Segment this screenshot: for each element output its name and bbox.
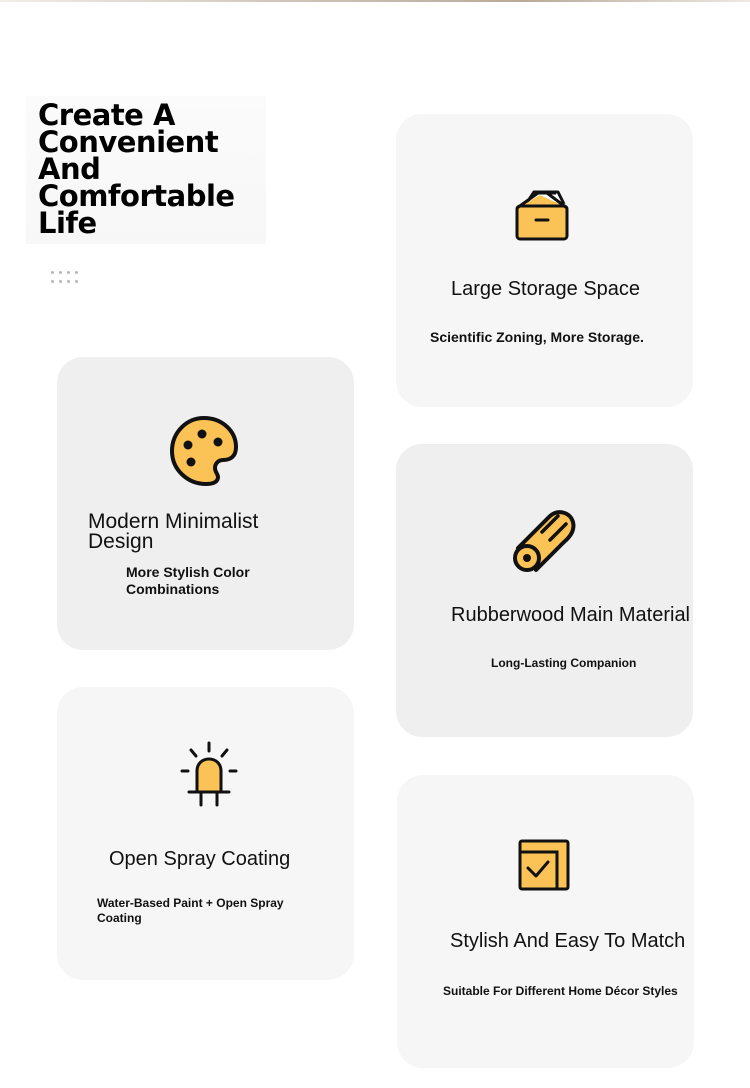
feature-subtitle: Suitable For Different Home Décor Styles bbox=[443, 984, 678, 998]
feature-title: Large Storage Space bbox=[451, 278, 641, 300]
feature-subtitle: Long-Lasting Companion bbox=[491, 656, 637, 670]
headline-block bbox=[26, 96, 266, 244]
feature-card-storage bbox=[396, 114, 693, 407]
page-title: Create A Convenient And Comfortable Life bbox=[38, 98, 235, 240]
checkbox-frame-icon bbox=[517, 838, 573, 894]
feature-card-design bbox=[57, 357, 354, 650]
feature-card-material bbox=[396, 444, 693, 737]
storage-box-icon bbox=[514, 188, 572, 244]
feature-title: Stylish And Easy To Match bbox=[450, 930, 686, 952]
spray-lamp-icon bbox=[179, 741, 239, 809]
feature-subtitle: Water-Based Paint + Open Spray Coating bbox=[97, 896, 284, 925]
dots-decoration bbox=[51, 271, 83, 285]
feature-card-match bbox=[397, 775, 694, 1068]
feature-title: Open Spray Coating bbox=[109, 848, 291, 870]
wood-log-icon bbox=[510, 506, 580, 574]
palette-icon bbox=[169, 415, 241, 487]
feature-subtitle: Scientific Zoning, More Storage. bbox=[430, 329, 644, 345]
top-divider bbox=[0, 0, 750, 2]
feature-title: Modern Minimalist Design bbox=[88, 510, 259, 553]
feature-title: Rubberwood Main Material bbox=[451, 604, 691, 626]
feature-subtitle: More Stylish Color Combinations bbox=[126, 564, 250, 597]
feature-card-coating bbox=[57, 687, 354, 980]
